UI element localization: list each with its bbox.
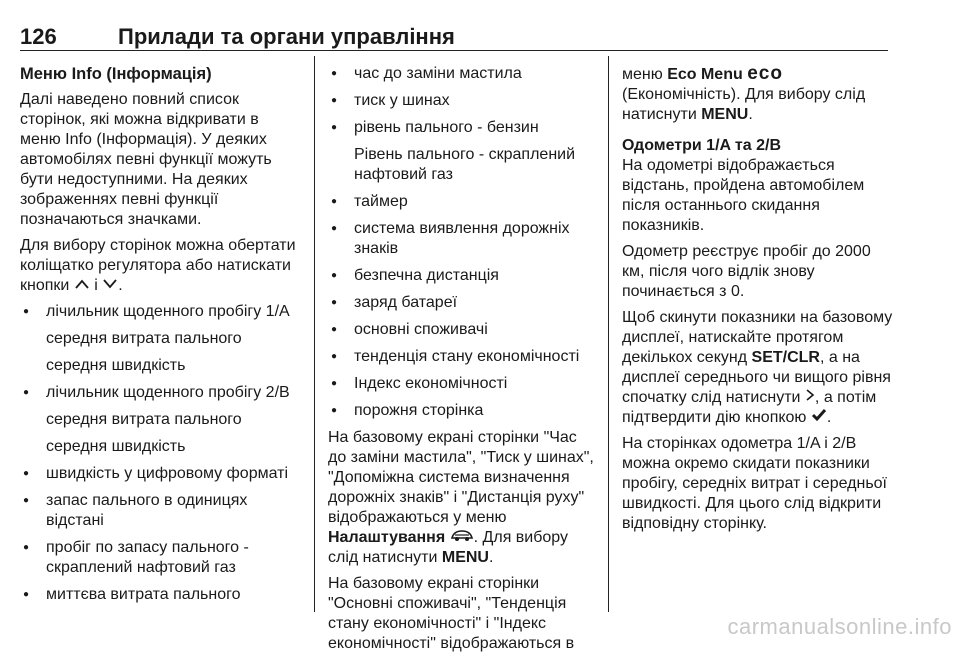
text: На базовому екрані сторінки "Час до заміни мастила", "Тиск у шинах", "Допоміжна система визначення дорожніх знаків" і "Дистанція руху" відображаються у меню — [328, 429, 594, 526]
column-divider — [314, 56, 315, 612]
text: . — [488, 549, 494, 567]
column-2 — [328, 64, 596, 660]
page-header — [20, 24, 888, 51]
list-item: ● порожня сторінка — [328, 401, 596, 421]
watermark: carmanualsonline.info — [727, 614, 952, 639]
list-item: ● рівень пального - бензин — [328, 118, 596, 138]
car-settings-icon — [450, 528, 474, 548]
text: і — [94, 277, 98, 295]
section-heading: Одометри 1/A та 2/B — [622, 137, 782, 154]
list-item: ● лічильник щоденного пробігу 1/A — [20, 302, 302, 322]
list-item: ● запас пального в одиницях відстані — [20, 491, 302, 531]
list-item: ● тиск у шинах — [328, 91, 596, 111]
paragraph — [20, 236, 302, 296]
menu-name: Налаштування — [328, 529, 446, 547]
column-3 — [622, 64, 894, 540]
list-item: ● миттєва витрата пального — [20, 585, 302, 605]
list-item: ● пробіг по запасу пального - скраплений нафтовий газ — [20, 538, 302, 578]
chevron-down-icon — [102, 276, 118, 296]
list-item: ● тенденція стану економічності — [328, 347, 596, 367]
list-item: ● швидкість у цифровому форматі — [20, 464, 302, 484]
list-item: ● основні споживачі — [328, 320, 596, 340]
menu-button-label: MENU — [701, 106, 749, 123]
text: , а на дисплеї середнього чи вищого рівня спочатку слід натиснути — [622, 349, 891, 407]
list-subitem: середня витрата пального — [46, 411, 242, 429]
page-number: 126 — [20, 24, 57, 49]
list-subitem: Рівень пального - скраплений нафтовий газ — [354, 146, 576, 183]
column-divider — [608, 56, 609, 612]
set-clr-button-label: SET/CLR — [751, 349, 820, 366]
chevron-right-icon — [805, 388, 815, 408]
text: . — [118, 277, 123, 295]
paragraph: На сторінках одометра 1/A і 2/B можна окремо скидати показники пробігу, середніх витрат і середньої швидкості. Для цього слід відкрити відповідну сторінку. — [622, 435, 887, 533]
paragraph: На одометрі відображається відстань, пройдена автомобілем після останнього скидання показників. — [622, 157, 865, 234]
text: (Економічність). Для вибору слід натиснути — [622, 86, 866, 123]
paragraph — [328, 428, 596, 568]
chevron-up-icon — [74, 276, 90, 296]
section-heading: Меню Info (Інформація) — [20, 65, 212, 83]
paragraph — [622, 64, 894, 125]
paragraph: Далі наведено повний список сторінок, які можна відкривати в меню Info (Інформація). У деяких автомобілях певні функції можуть бути недоступними. На деяких зображеннях певні функції позначаються значками. — [20, 91, 272, 228]
text: меню — [622, 66, 663, 83]
text: Щоб скинути показники на базовому дисплеї, натискайте протягом декількох секунд — [622, 309, 893, 366]
text: , а потім підтвердити дію кнопкою — [622, 389, 877, 427]
list-item: ● лічильник щоденного пробігу 2/B — [20, 383, 302, 403]
list-item: ● безпечна дистанція — [328, 266, 596, 286]
list-item: ● Індекс економічності — [328, 374, 596, 394]
eco-logo: eco — [747, 63, 783, 84]
list-subitem: середня витрата пального — [46, 330, 242, 348]
list-item: ● час до заміни мастила — [328, 64, 596, 84]
text: . — [748, 106, 753, 123]
list-item: ● система виявлення дорожніх знаків — [328, 219, 596, 259]
page-title: Прилади та органи управління — [118, 24, 455, 49]
list-subitem: середня швидкість — [46, 438, 186, 456]
paragraph: Одометр реєструє пробіг до 2000 км, після чого відлік знову починається з 0. — [622, 243, 871, 300]
list-item: ● заряд батареї — [328, 293, 596, 313]
text: Для вибору сторінок можна обертати коліщатко регулятора або натискати кнопки — [20, 237, 296, 295]
column-1 — [20, 64, 302, 612]
paragraph — [622, 308, 894, 428]
list-subitem: середня швидкість — [46, 357, 186, 375]
menu-name: Eco Menu — [667, 66, 743, 83]
menu-button-label: MENU — [441, 549, 489, 567]
paragraph: На базовому екрані сторінки "Основні споживачі", "Тенденція стану економічності" і "Індекс економічності" відображаються в — [328, 575, 575, 653]
list-item: ● таймер — [328, 192, 596, 212]
text: . Для вибору слід натиснути — [328, 529, 569, 567]
text: . — [826, 409, 832, 427]
checkmark-icon — [811, 408, 827, 428]
